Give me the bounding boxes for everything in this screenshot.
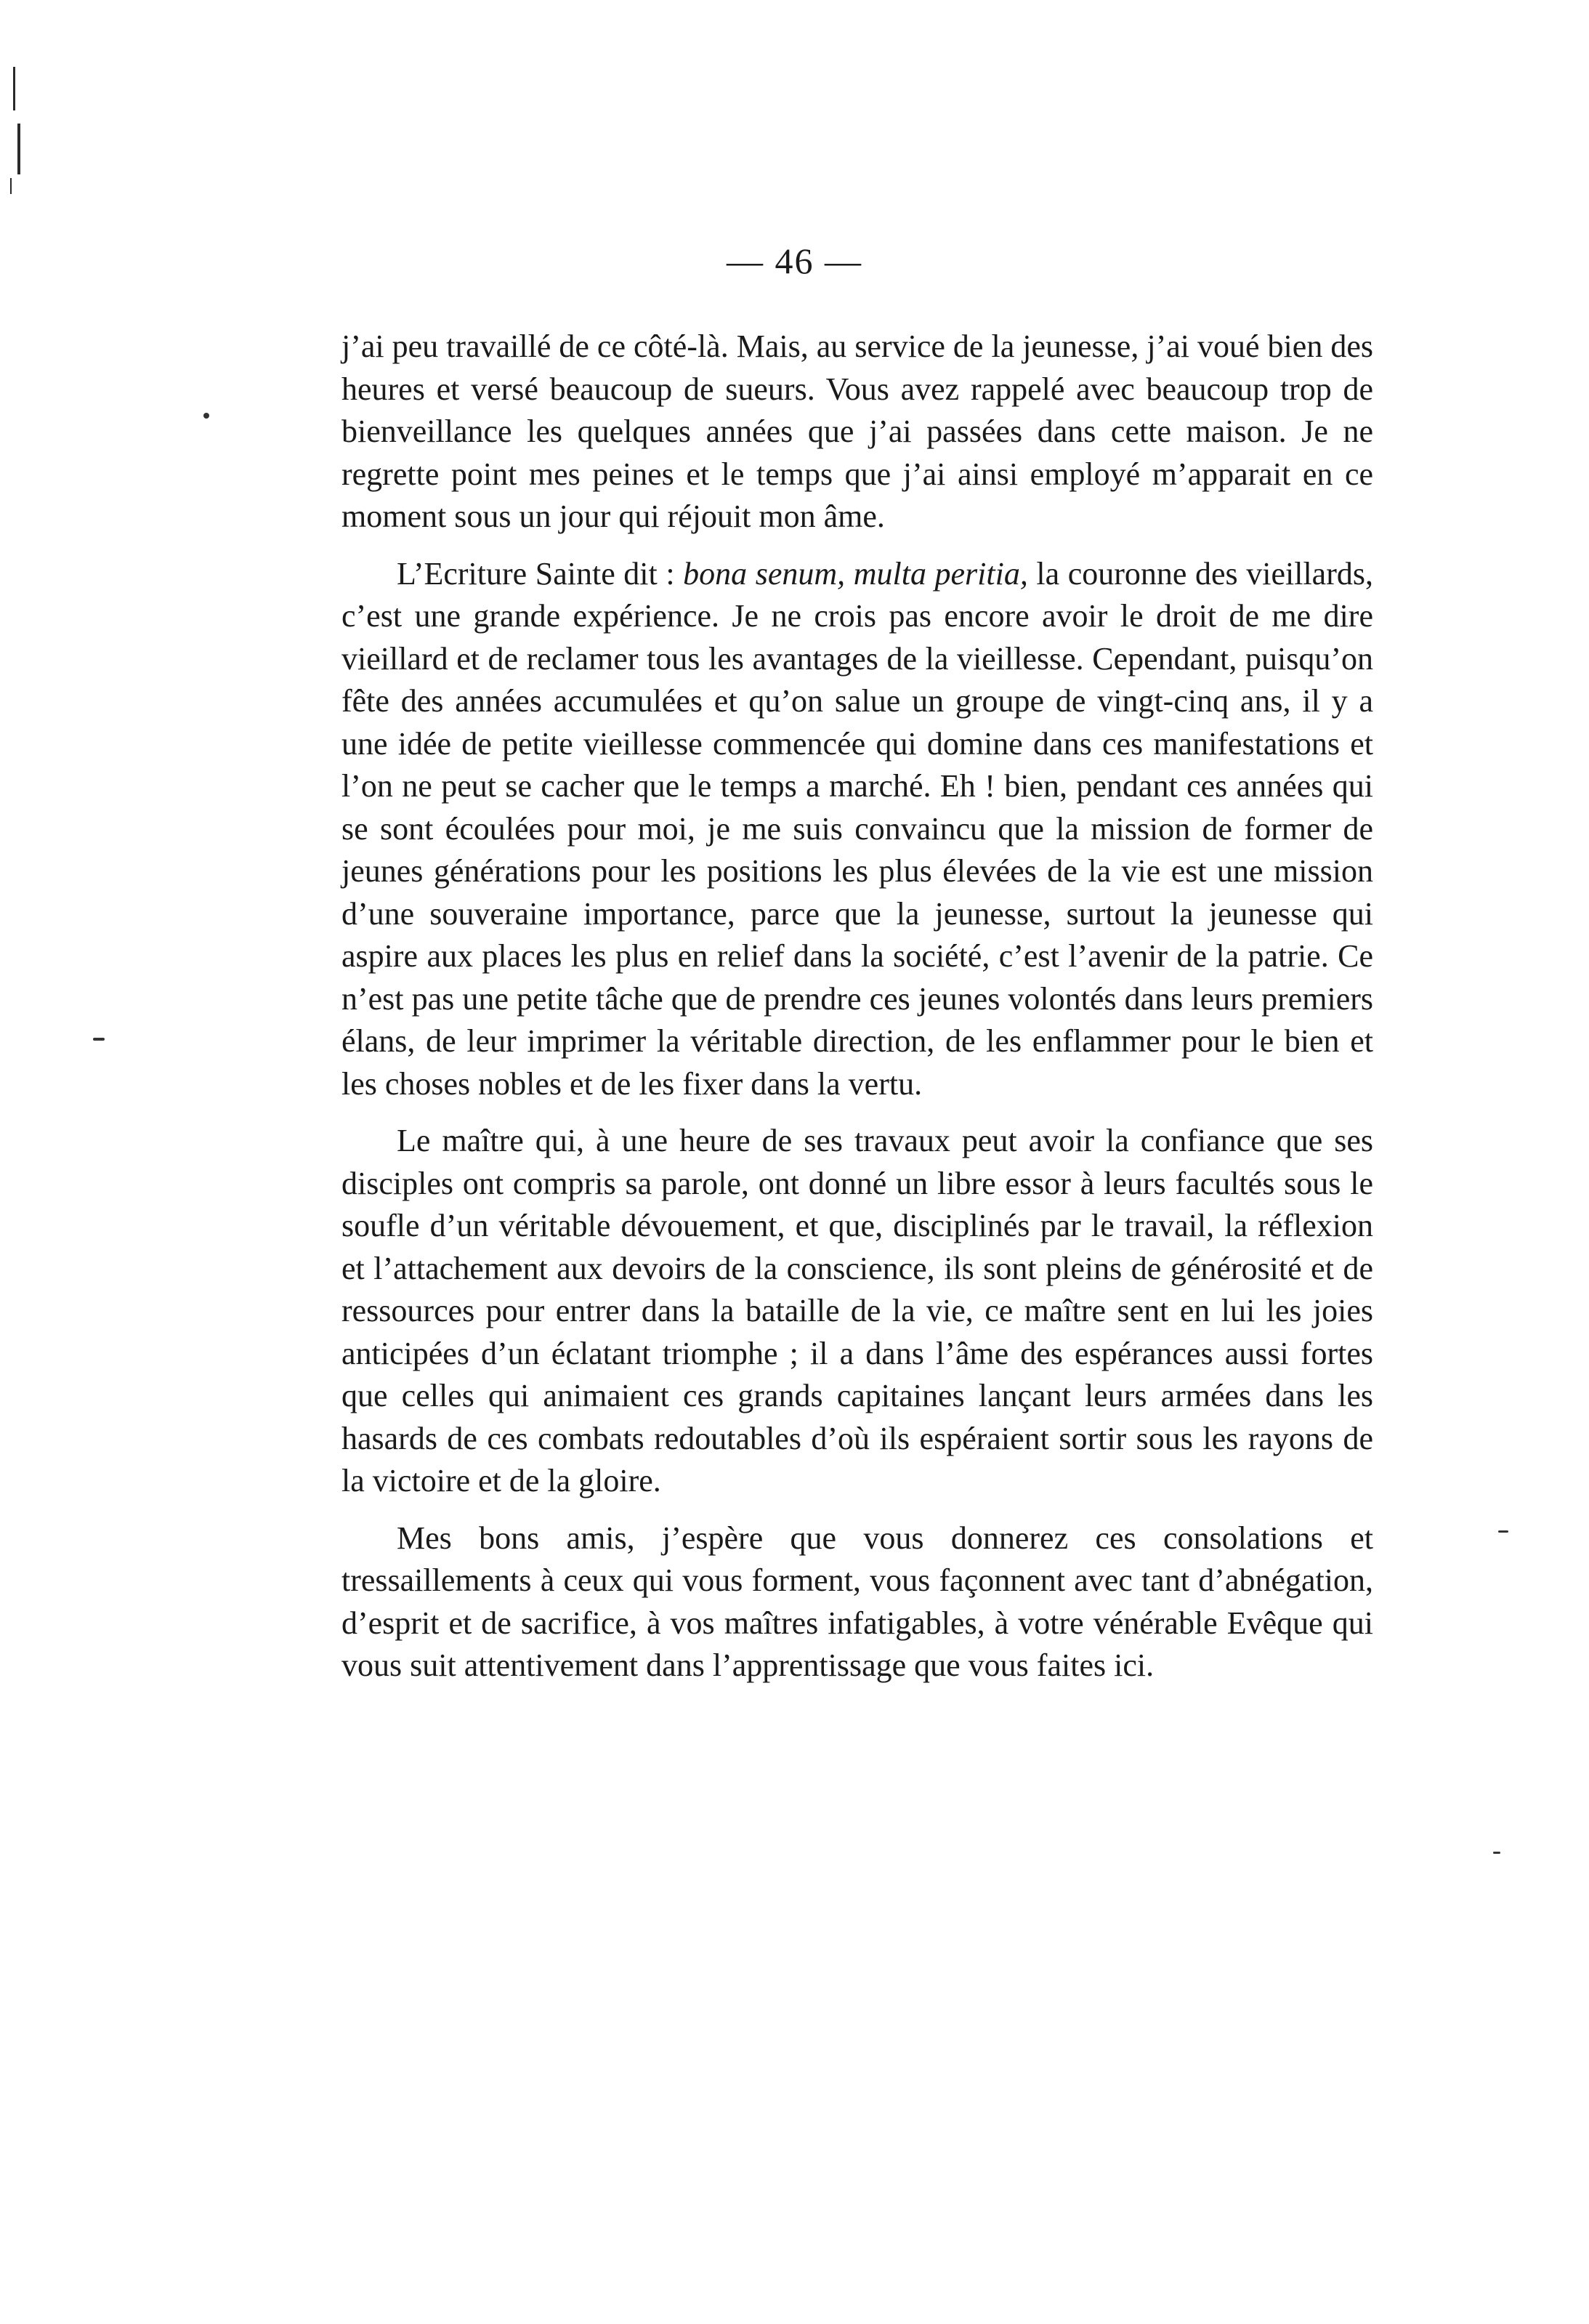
- body-text: [341, 326, 1373, 1687]
- paragraph-1: j’ai peu travaillé de ce côté-là. Mais, au service de la jeunesse, j’ai voué bien des heures et versé beaucoup de sueurs. Vous avez rappelé avec beaucoup trop de bienveillance les quelques années que j’ai passées dans cette maison. Je ne regrette point mes peines et le temps que j’ai ainsi employé m’apparait en ce moment sous un jour qui réjouit mon âme.: [341, 328, 1373, 534]
- latin-quote: bona senum, multa peritia,: [683, 555, 1028, 592]
- scan-margin-mark: [10, 178, 12, 194]
- scan-speck: [93, 1038, 105, 1041]
- scan-speck: [1498, 1530, 1508, 1533]
- paragraph-2: [341, 553, 1373, 1106]
- scan-margin-mark: [13, 67, 15, 110]
- scan-speck: [203, 413, 209, 419]
- scan-speck: [1493, 1852, 1500, 1854]
- paragraph-4: Mes bons amis, j’espère que vous donnerez ces consolations et tressaillements à ceux qui vous forment, vous façonnent avec tant d’abnégation, d’esprit et de sacrifice, à vos maîtres infatigables, à votre vénérable Evêque qui vous suit attentivement dans l’apprentissage que vous faites ici.: [341, 1520, 1373, 1683]
- scan-margin-mark: [17, 124, 20, 174]
- page-number: — 46 —: [727, 241, 862, 281]
- paragraph-2-body: la couronne des vieillards, c’est une grande expérience. Je ne crois pas encore avoir le droit de me dire vieillard et de reclamer tous les avantages de la vieillesse. Cependant, puisqu’on fête des années accumulées et qu’on salue un groupe de vingt-cinq ans, il y a une idée de petite vieillesse commencée qui domine dans ces manifestations et l’on ne peut se cacher que le temps a marché. Eh ! bien, pendant ces années qui se sont écoulées pour moi, je me suis convaincu que la mission de former de jeunes générations pour les positions les plus élevées de la vie est une mission d’une souveraine importance, parce que la jeunesse, surtout la jeunesse qui aspire aux places les plus en relief dans la société, c’est l’avenir de la patrie. Ce n’est pas une petite tâche que de prendre ces jeunes volontés dans leurs premiers élans, de leur imprimer la véritable direction, de les enflammer pour le bien et les choses nobles et de les fixer dans la vertu.: [341, 555, 1373, 1102]
- paragraph-2-intro: L’Ecriture Sainte dit :: [397, 555, 684, 592]
- paragraph-3: Le maître qui, à une heure de ses travaux peut avoir la confiance que ses disciples ont compris sa parole, ont donné un libre essor à leurs facultés sous le soufle d’un véritable dévouement, et que, disciplinés par le travail, la réflexion et l’attachement aux devoirs de la conscience, ils sont pleins de générosité et de ressources pour entrer dans la bataille de la vie, ce maître sent en lui les joies anticipées d’un éclatant triomphe ; il a dans l’âme des espérances aussi fortes que celles qui animaient ces grands capitaines lançant leurs armées dans les hasards de ces combats redoutables d’où ils espéraient sortir sous les rayons de la victoire et de la gloire.: [341, 1123, 1373, 1498]
